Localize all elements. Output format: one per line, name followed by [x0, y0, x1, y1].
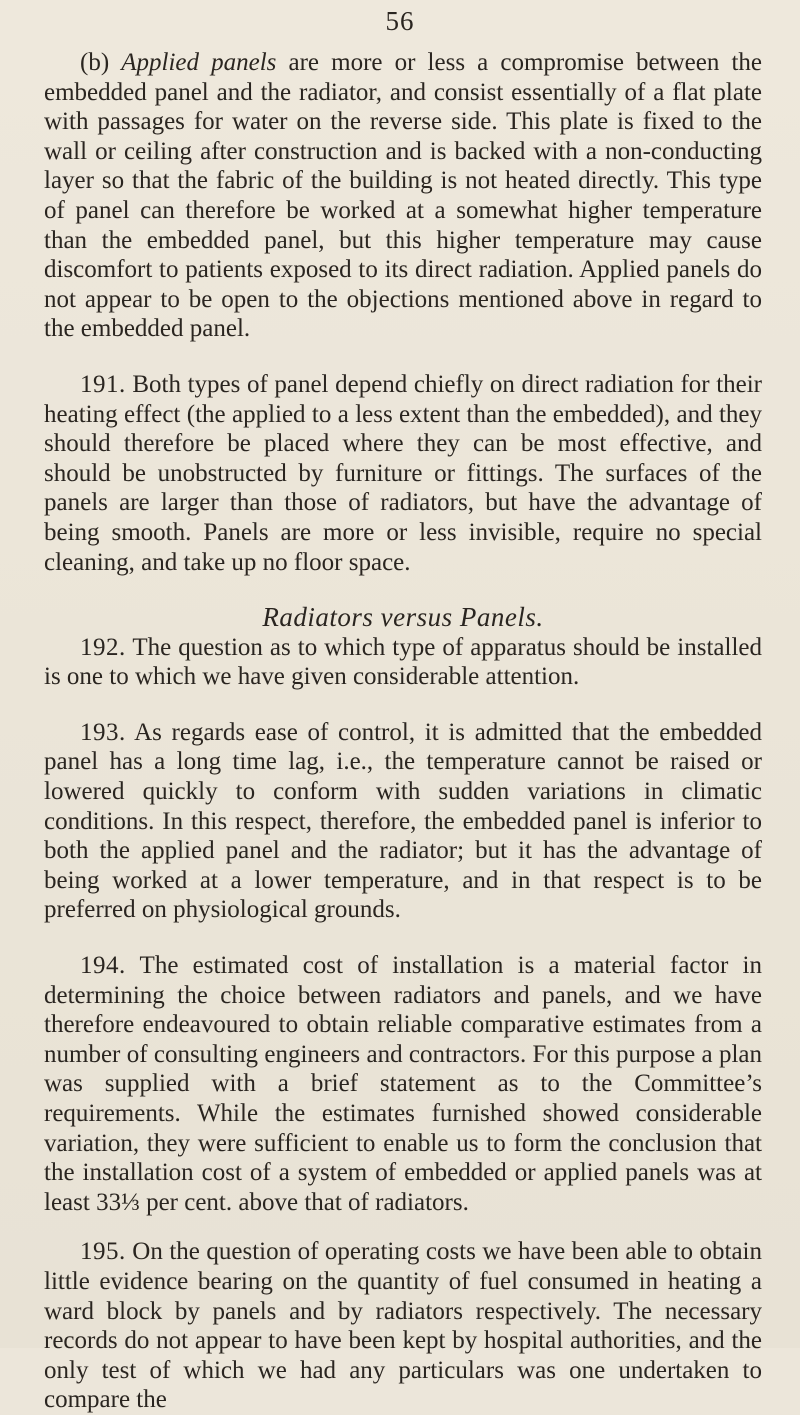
italic-term: Applied panels: [121, 49, 277, 76]
paragraph-number: 192.: [80, 633, 126, 661]
page-number: 56: [385, 6, 415, 36]
section-heading: Radiators versus Panels.: [262, 602, 544, 633]
paragraph-number: 195.: [80, 1238, 126, 1266]
paragraph-192: [44, 633, 762, 692]
paragraph-number: 194.: [80, 952, 126, 980]
paragraph-195: [44, 1237, 762, 1415]
paragraph-text: As regards ease of control, it is admitted that the embedded panel has a long time lag, i.e., the temperature cannot be raised or lowered quickly to conform with sudden variations in climatic conditions. In this respect, therefore, the embedded panel is inferior to both the applied panel and the radiator; but it has the advantage of being worked at a lower temperature, and in that respect is to be preferred on physiological grounds.: [44, 718, 762, 924]
paragraph-text: The question as to which type of apparatus should be installed is one to which we have given considerable attention.: [44, 633, 762, 691]
paragraph-text: On the question of operating costs we have been able to obtain little evidence bearing on the quantity of fuel consumed in heating a ward block by panels and by radiators respectively. The necessary records do not appear to have been kept by hospital authorities, and the only test of which we had any particulars was one undertaken to compare the: [44, 1238, 763, 1414]
paragraph-text: are more or less a compromise between the embedded panel and the radiator, and consist essentially of a flat plate with passages for water on the reverse side. This plate is fixed to the wall or ceiling after construction and is backed with a non-conducting layer so that the fabric of the building is not heated directly. This type of panel can therefore be worked at a somewhat higher temperature than the embedded panel, but this higher temperature may cause discomfort to patients exposed to its direct radiation. Applied panels do not appear to be open to the objections mentioned above in regard to the embedded panel.: [44, 49, 762, 343]
paragraph-193: [44, 718, 762, 925]
paragraph-applied-panels: [44, 48, 762, 344]
page-body: [44, 48, 762, 1415]
paragraph-194: [44, 951, 762, 1217]
paragraph-number: 191.: [80, 370, 126, 398]
paragraph-label: (b): [80, 49, 110, 76]
paragraph-191: [44, 370, 762, 577]
paragraph-text: Both types of panel depend chiefly on direct radiation for their heating effect (the applied to a less extent than the embedded), and they should therefore be placed where they can be most effective, and should be unobstructed by furniture or fittings. The surfaces of the panels are larger than those of radiators, but have the advantage of being smooth. Panels are more or less invisible, require no special cleaning, and take up no floor space.: [44, 370, 763, 576]
paragraph-number: 193.: [80, 718, 126, 746]
paragraph-text: The estimated cost of installation is a material factor in determining the choice between radiators and panels, and we have therefore endeavoured to obtain reliable comparative estimates from a number of consulting engineers and contractors. For this purpose a plan was supplied with a brief statement as to the Committee’s requirements. While the estimates furnished showed considerable variation, they were sufficient to enable us to form the conclusion that the installation cost of a system of embedded or applied panels was at least 33⅓ per cent. above that of radiators.: [44, 952, 762, 1216]
